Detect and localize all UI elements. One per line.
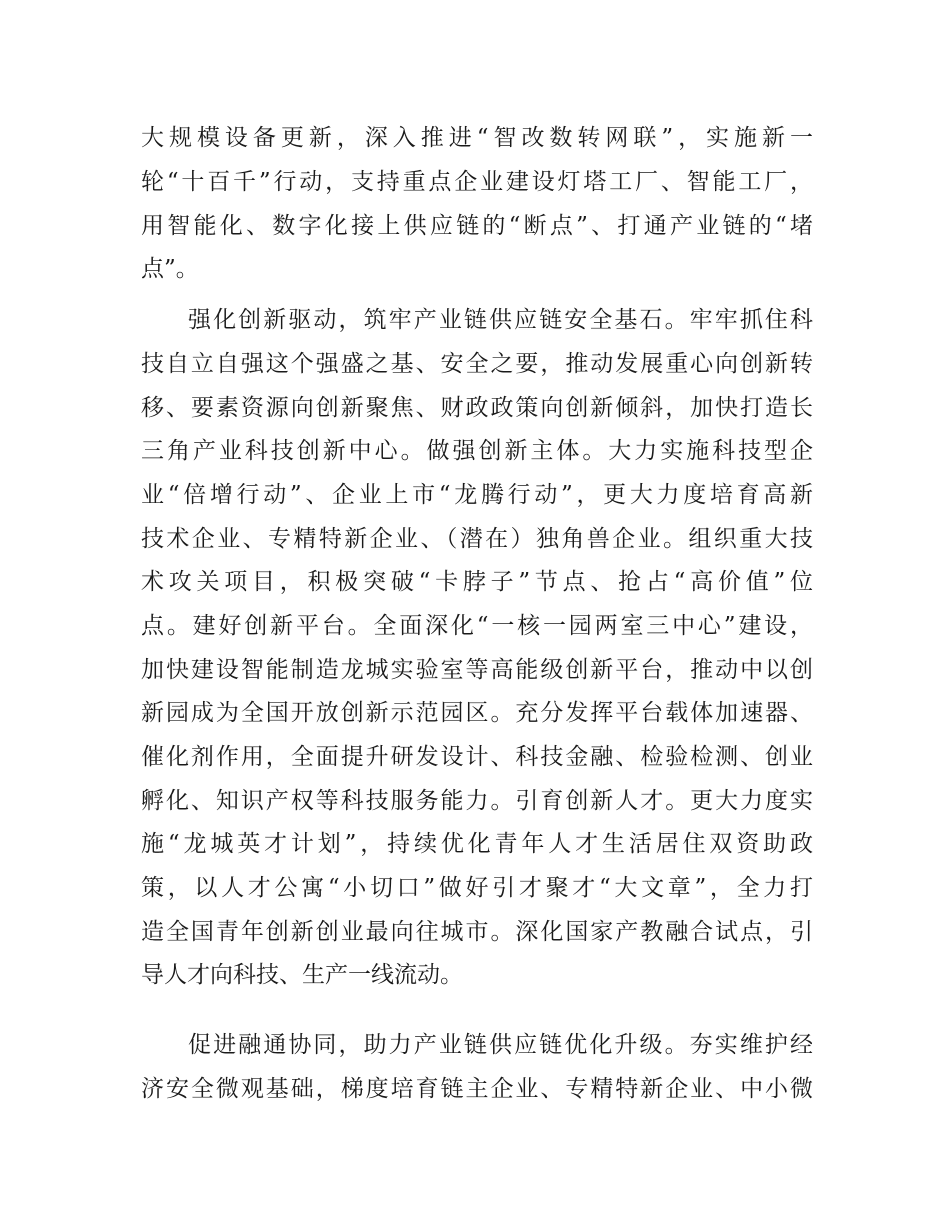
paragraph-2-line-7: 术攻关项目，积极突破“卡脖子”节点、抢占“高价值”位	[141, 569, 813, 595]
paragraph-2-line-11: 催化剂作用，全面提升研发设计、科技金融、检验检测、创业	[141, 744, 813, 770]
paragraph-2-line-12: 孵化、知识产权等科技服务能力。引育创新人才。更大力度实	[141, 788, 813, 814]
paragraph-2-line-4: 三角产业科技创新中心。做强创新主体。大力实施科技型企	[141, 438, 813, 464]
paragraph-2-line-5: 业“倍增行动”、企业上市“龙腾行动”，更大力度培育高新	[141, 482, 813, 508]
paragraph-2-line-2: 技自立自强这个强盛之基、安全之要，推动发展重心向创新转	[141, 351, 813, 377]
paragraph-1-line-1: 大规模设备更新，深入推进“智改数转网联”，实施新一	[141, 125, 813, 151]
paragraph-2-line-13: 施“龙城英才计划”，持续优化青年人才生活居住双资助政	[141, 831, 813, 857]
paragraph-1-line-2: 轮“十百千”行动，支持重点企业建设灯塔工厂、智能工厂，	[141, 169, 813, 195]
paragraph-2-line-15: 造全国青年创新创业最向往城市。深化国家产教融合试点，引	[141, 919, 813, 945]
paragraph-1-line-4: 点”。	[141, 256, 199, 282]
paragraph-3-line-1: 促进融通协同，助力产业链供应链优化升级。夯实维护经	[188, 1032, 813, 1058]
paragraph-2-line-16: 导人才向科技、生产一线流动。	[141, 962, 463, 988]
paragraph-2-line-1: 强化创新驱动，筑牢产业链供应链安全基石。牢牢抓住科	[188, 307, 813, 333]
paragraph-3-line-2: 济安全微观基础，梯度培育链主企业、专精特新企业、中小微	[141, 1076, 813, 1102]
paragraph-2-line-10: 新园成为全国开放创新示范园区。充分发挥平台载体加速器、	[141, 700, 813, 726]
paragraph-2-line-6: 技术企业、专精特新企业、（潜在）独角兽企业。组织重大技	[141, 526, 813, 552]
paragraph-2-line-3: 移、要素资源向创新聚焦、财政政策向创新倾斜，加快打造长	[141, 395, 813, 421]
paragraph-2-line-14: 策，以人才公寓“小切口”做好引才聚才“大文章”，全力打	[141, 875, 813, 901]
paragraph-2-line-9: 加快建设智能制造龙城实验室等高能级创新平台，推动中以创	[141, 657, 813, 683]
paragraph-2-line-8: 点。建好创新平台。全面深化“一核一园两室三中心”建设，	[141, 613, 813, 639]
paragraph-1-line-3: 用智能化、数字化接上供应链的“断点”、打通产业链的“堵	[141, 213, 813, 239]
